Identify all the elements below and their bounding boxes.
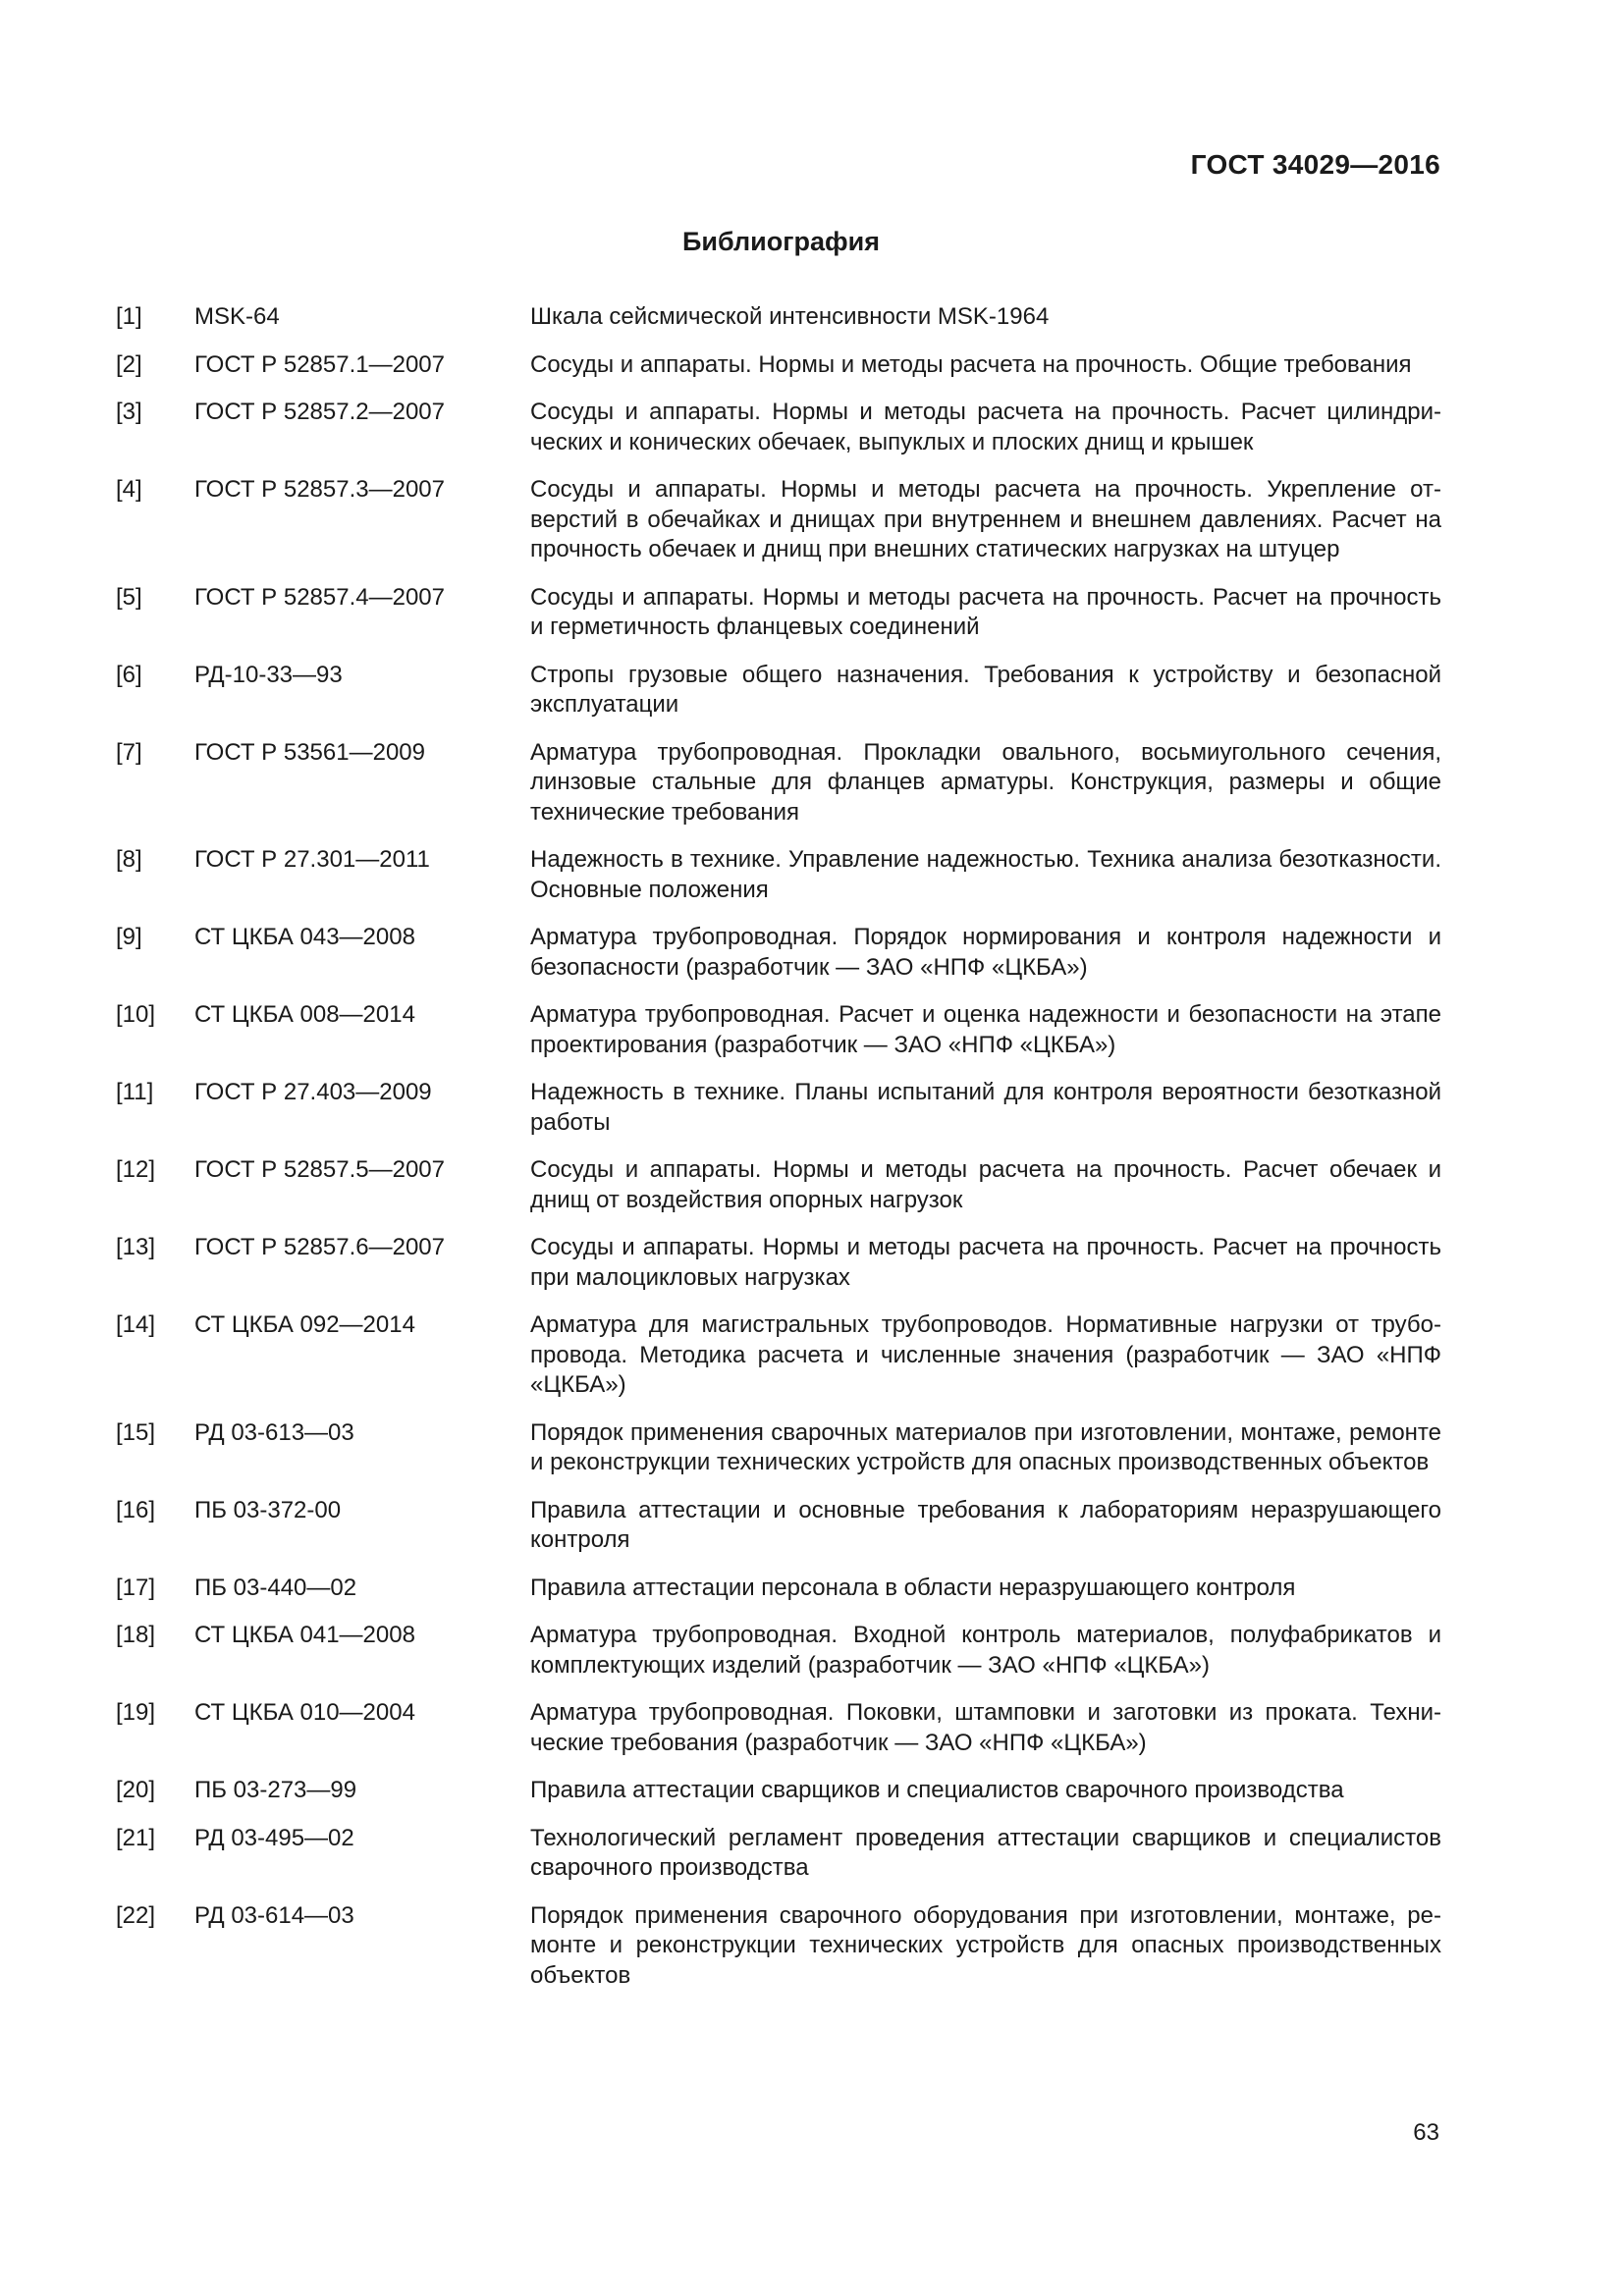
entry-title: Стропы грузовые общего назначения. Требования к устройству и безопасной эксплуатации <box>530 661 1441 718</box>
entry-document-code: ГОСТ Р 27.403—2009 <box>194 1079 432 1105</box>
entry-number: [10] <box>116 1001 156 1028</box>
entry-title: Надежность в технике. Планы испытаний для контроля вероятности безотказной работы <box>530 1079 1441 1136</box>
entry-document-code: СТ ЦКБА 092—2014 <box>194 1311 415 1338</box>
entry-number: [19] <box>116 1699 156 1726</box>
entry-number: [1] <box>116 303 142 330</box>
page-number: 63 <box>1413 2119 1439 2146</box>
entry-number: [20] <box>116 1777 156 1803</box>
entry-title: Надежность в технике. Управление надежностью. Техника анализа безотказности. Основные положения <box>530 846 1441 903</box>
bibliography-entry <box>116 1000 1441 1060</box>
entry-number: [7] <box>116 738 142 766</box>
bibliography-list <box>116 302 1441 2008</box>
entry-document-code: СТ ЦКБА 008—2014 <box>194 1001 415 1028</box>
bibliography-entry <box>116 302 1441 333</box>
entry-title: Сосуды и аппараты. Нормы и методы расчета на прочность. Укрепление отверстий в обечайках и днищах при внутреннем и внешнем давлениях. Расчет на прочность обечаек и днищ при внешних статических нагрузках на штуцер <box>530 476 1441 562</box>
entry-document-code: РД 03-613—03 <box>194 1418 354 1446</box>
entry-title: Правила аттестации персонала в области неразрушающего контроля <box>530 1574 1296 1601</box>
entry-document-code: РД-10-33—93 <box>194 661 343 688</box>
entry-document-code: ПБ 03-440—02 <box>194 1574 357 1601</box>
entry-document-code: ГОСТ Р 52857.5—2007 <box>194 1156 445 1183</box>
bibliography-entry <box>116 1155 1441 1215</box>
bibliography-entry <box>116 1310 1441 1401</box>
entry-number: [22] <box>116 1901 156 1929</box>
entry-title: Технологический регламент проведения аттестации сварщиков и специалистов сварочного производства <box>530 1824 1441 1881</box>
bibliography-entry <box>116 1496 1441 1556</box>
bibliography-entry <box>116 1574 1441 1604</box>
entry-number: [2] <box>116 350 142 378</box>
entry-number: [9] <box>116 924 142 950</box>
entry-title: Правила аттестации и основные требования к лабораториям неразрушающего контроля <box>530 1496 1441 1553</box>
entry-document-code: РД 03-495—02 <box>194 1824 354 1851</box>
entry-title: Правила аттестации сварщиков и специалистов сварочного производства <box>530 1777 1344 1803</box>
entry-title: Сосуды и аппараты. Нормы и методы расчета на прочность. Расчет обечаек и днищ от воздействия опорных нагрузок <box>530 1156 1441 1213</box>
bibliography-entry <box>116 398 1441 457</box>
bibliography-entry <box>116 583 1441 643</box>
bibliography-entry <box>116 1824 1441 1884</box>
entry-document-code: ГОСТ Р 52857.1—2007 <box>194 350 445 378</box>
entry-title: Арматура трубопроводная. Прокладки овального, восьмиугольного сечения, линзовые стальные для фланцев арматуры. Конструкция, размеры и общие технические требования <box>530 738 1441 826</box>
entry-number: [17] <box>116 1574 156 1601</box>
bibliography-entry <box>116 1698 1441 1758</box>
bibliography-entry <box>116 1776 1441 1806</box>
entry-document-code: СТ ЦКБА 010—2004 <box>194 1699 415 1726</box>
entry-number: [11] <box>116 1079 154 1105</box>
entry-number: [13] <box>116 1234 156 1260</box>
entry-number: [3] <box>116 399 142 425</box>
bibliography-entry <box>116 475 1441 565</box>
entry-document-code: СТ ЦКБА 043—2008 <box>194 924 415 950</box>
entry-document-code: СТ ЦКБА 041—2008 <box>194 1622 415 1648</box>
entry-title: Сосуды и аппараты. Нормы и методы расчета на прочность. Расчет на прочность и герметичность фланцевых соединений <box>530 583 1441 640</box>
entry-title: Арматура трубопроводная. Расчет и оценка надежности и безопасности на этапе проектирования (разработчик — ЗАО «НПФ «ЦКБА») <box>530 1001 1441 1058</box>
bibliography-entry <box>116 661 1441 721</box>
entry-document-code: MSK-64 <box>194 303 280 330</box>
entry-number: [5] <box>116 583 142 611</box>
bibliography-entry <box>116 738 1441 828</box>
entry-title: Сосуды и аппараты. Нормы и методы расчета на прочность. Общие требования <box>530 350 1412 378</box>
bibliography-entry <box>116 1621 1441 1681</box>
entry-number: [21] <box>116 1824 156 1851</box>
entry-number: [6] <box>116 661 142 688</box>
entry-title: Сосуды и аппараты. Нормы и методы расчета на прочность. Расчет на прочность при малоцикловых нагрузках <box>530 1234 1441 1291</box>
entry-number: [4] <box>116 476 142 503</box>
bibliography-entry <box>116 350 1441 381</box>
entry-document-code: ГОСТ Р 52857.3—2007 <box>194 476 445 503</box>
entry-number: [14] <box>116 1311 156 1338</box>
entry-document-code: ГОСТ Р 53561—2009 <box>194 738 425 766</box>
entry-title: Арматура для магистральных трубопроводов. Нормативные нагрузки от трубопровода. Методика расчета и численные значения (разработчик — ЗАО «НПФ «ЦКБА») <box>530 1311 1441 1398</box>
entry-title: Порядок применения сварочных материалов при изготовлении, монтаже, ремонте и реконструкции технических устройств для опасных производственных объектов <box>530 1418 1441 1475</box>
entry-number: [18] <box>116 1622 156 1648</box>
entry-title: Арматура трубопроводная. Порядок нормирования и контроля надежности и безопасности (разработчик — ЗАО «НПФ «ЦКБА») <box>530 924 1441 981</box>
bibliography-entry <box>116 923 1441 983</box>
entry-title: Сосуды и аппараты. Нормы и методы расчета на прочность. Расчет цилиндрических и конических обечаек, выпуклых и плоских днищ и крышек <box>530 399 1441 455</box>
entry-document-code: ПБ 03-273—99 <box>194 1777 357 1803</box>
entry-number: [12] <box>116 1156 156 1183</box>
bibliography-entry <box>116 1233 1441 1293</box>
entry-document-code: ГОСТ Р 52857.2—2007 <box>194 399 445 425</box>
entry-document-code: РД 03-614—03 <box>194 1901 354 1929</box>
bibliography-entry <box>116 1418 1441 1478</box>
entry-title: Порядок применения сварочного оборудования при изготовлении, монтаже, ремонте и реконструкции технических устройств для опасных производственных объектов <box>530 1901 1441 1989</box>
entry-title: Арматура трубопроводная. Входной контроль материалов, полуфабрикатов и комплектующих изделий (разработчик — ЗАО «НПФ «ЦКБА») <box>530 1622 1441 1679</box>
bibliography-title: Библиография <box>682 227 880 256</box>
bibliography-entry <box>116 1901 1441 1992</box>
entry-document-code: ГОСТ Р 52857.4—2007 <box>194 583 445 611</box>
entry-document-code: ГОСТ Р 52857.6—2007 <box>194 1234 445 1260</box>
entry-number: [8] <box>116 846 142 873</box>
bibliography-entry <box>116 845 1441 905</box>
entry-title: Арматура трубопроводная. Поковки, штамповки и заготовки из проката. Технические требования (разработчик — ЗАО «НПФ «ЦКБА») <box>530 1699 1441 1756</box>
document-code: ГОСТ 34029—2016 <box>1190 149 1440 180</box>
entry-number: [15] <box>116 1418 156 1446</box>
entry-document-code: ГОСТ Р 27.301—2011 <box>194 846 430 873</box>
entry-title: Шкала сейсмической интенсивности MSK-1964 <box>530 303 1050 330</box>
bibliography-entry <box>116 1078 1441 1138</box>
entry-document-code: ПБ 03-372-00 <box>194 1496 342 1523</box>
entry-number: [16] <box>116 1496 156 1523</box>
